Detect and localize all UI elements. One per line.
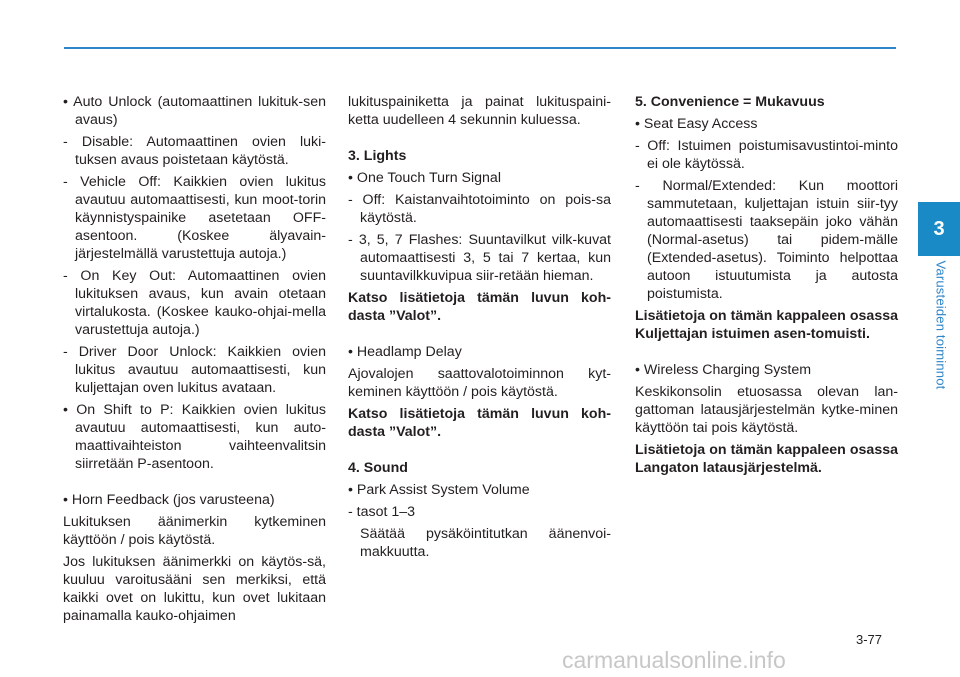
wireless-charging-item: • Wireless Charging System [635,362,812,378]
horn-paragraph-1: Lukituksen äänimerkin kytkeminen käyttöön / pois käytöstä. [63,514,326,548]
chapter-title: Varusteiden toiminnot [933,260,949,390]
spacer [635,347,898,361]
on-key-out-item: - On Key Out: Automaattinen ovien lukituksen avaus, kun avain otetaan virtalukosta. (Koskee kauko-ohjai-mella varustettuja autoja.) [63,268,326,338]
horn-paragraph-2: Jos lukituksen äänimerkki on käytös-sä, kuuluu varoitusääni sen merkiksi, että kaikki ovet on lukittu, kun ovet lukitaan painamalla kauko-ohjaimen [63,554,326,624]
spacer [348,329,611,343]
wireless-paragraph: Keskikonsolin etuosassa olevan lan-gattoman latausjärjestelmän kytke-minen käyttöön tai pois käytöstä. [635,384,898,436]
column-3 [635,93,898,481]
one-touch-turn-signal-item: • One Touch Turn Signal [348,170,501,186]
disable-item: - Disable: Automaattinen ovien luki-tuksen avaus poistetaan käytöstä. [63,134,326,168]
levels-description: Säätää pysäköintitutkan äänenvoi-makkuutta. [360,526,611,560]
spacer [63,477,326,491]
chapter-tab [918,202,960,256]
sound-heading: 4. Sound [348,460,408,476]
lights-heading: 3. Lights [348,148,407,164]
spacer [348,445,611,459]
vehicle-off-item: - Vehicle Off: Kaikkien ovien lukitus avautuu automaattisesti, kun moot-torin käynnistyspainike asetetaan OFF-asentoon. (Koskee älyavain-järjestelmällä varustettuja autoja.) [63,174,326,262]
watermark: carmanualsonline.info [562,647,786,673]
driver-door-unlock-item: - Driver Door Unlock: Kaikkien ovien lukitus avautuu automaattisesti, kun kuljettajan oven lukitus avataan. [63,344,326,396]
headlamp-delay-item: • Headlamp Delay [348,344,462,360]
page-number: 3-77 [856,632,883,647]
lights-off-item: - Off: Kaistanvaihtotoiminto on pois-sa käytöstä. [348,192,611,226]
flashes-item: - 3, 5, 7 Flashes: Suuntavilkut vilk-kuvat automaattisesti 3, 5 tai 7 kertaa, kun suuntavilkkuvipua siir-retään hieman. [348,232,611,284]
seat-off-item: - Off: Istuimen poistumisavustintoi-minto ei ole käytössä. [635,138,898,172]
continued-paragraph: lukituspainiketta ja painat lukituspaini-ketta uudelleen 4 sekunnin kuluessa. [348,94,611,128]
seat-easy-access-item: • Seat Easy Access [635,116,758,132]
on-shift-item: • On Shift to P: Kaikkien ovien lukitus avautuu automaattisesti, kun auto-maattivaihteiston vaihteenvalitsin siirretään P-asentoon. [63,402,326,472]
convenience-heading: 5. Convenience = Mukavuus [635,94,825,110]
wireless-note: Lisätietoja on tämän kappaleen osassa Langaton latausjärjestelmä. [635,442,898,476]
horn-feedback-item: • Horn Feedback (jos varusteena) [63,492,275,508]
header-rule [64,47,896,49]
lights-note: Katso lisätietoja tämän luvun koh-dasta ”Valot”. [348,290,611,324]
auto-unlock-item: • Auto Unlock (automaattinen lukituk-sen avaus) [63,94,326,128]
headlamp-paragraph: Ajovalojen saattovalotoiminnon kyt-keminen käyttöön / pois käytöstä. [348,366,611,400]
headlamp-note: Katso lisätietoja tämän luvun koh-dasta ”Valot”. [348,406,611,440]
normal-extended-item: - Normal/Extended: Kun moottori sammutetaan, kuljettajan istuin siir-tyy automaattisesti taaksepäin joko vähän (Normal-asetus) tai pidem-mälle (Extended-asetus). Toiminto helpottaa autoon istuutumista ja autosta poistumista. [635,178,898,302]
spacer [348,133,611,147]
levels-item: - tasot 1–3 [348,504,416,520]
column-2 [348,93,611,565]
column-1 [63,93,326,629]
park-assist-volume-item: • Park Assist System Volume [348,482,530,498]
seat-note: Lisätietoja on tämän kappaleen osassa Kuljettajan istuimen asen-tomuisti. [635,308,898,342]
chapter-number: 3 [933,217,945,240]
